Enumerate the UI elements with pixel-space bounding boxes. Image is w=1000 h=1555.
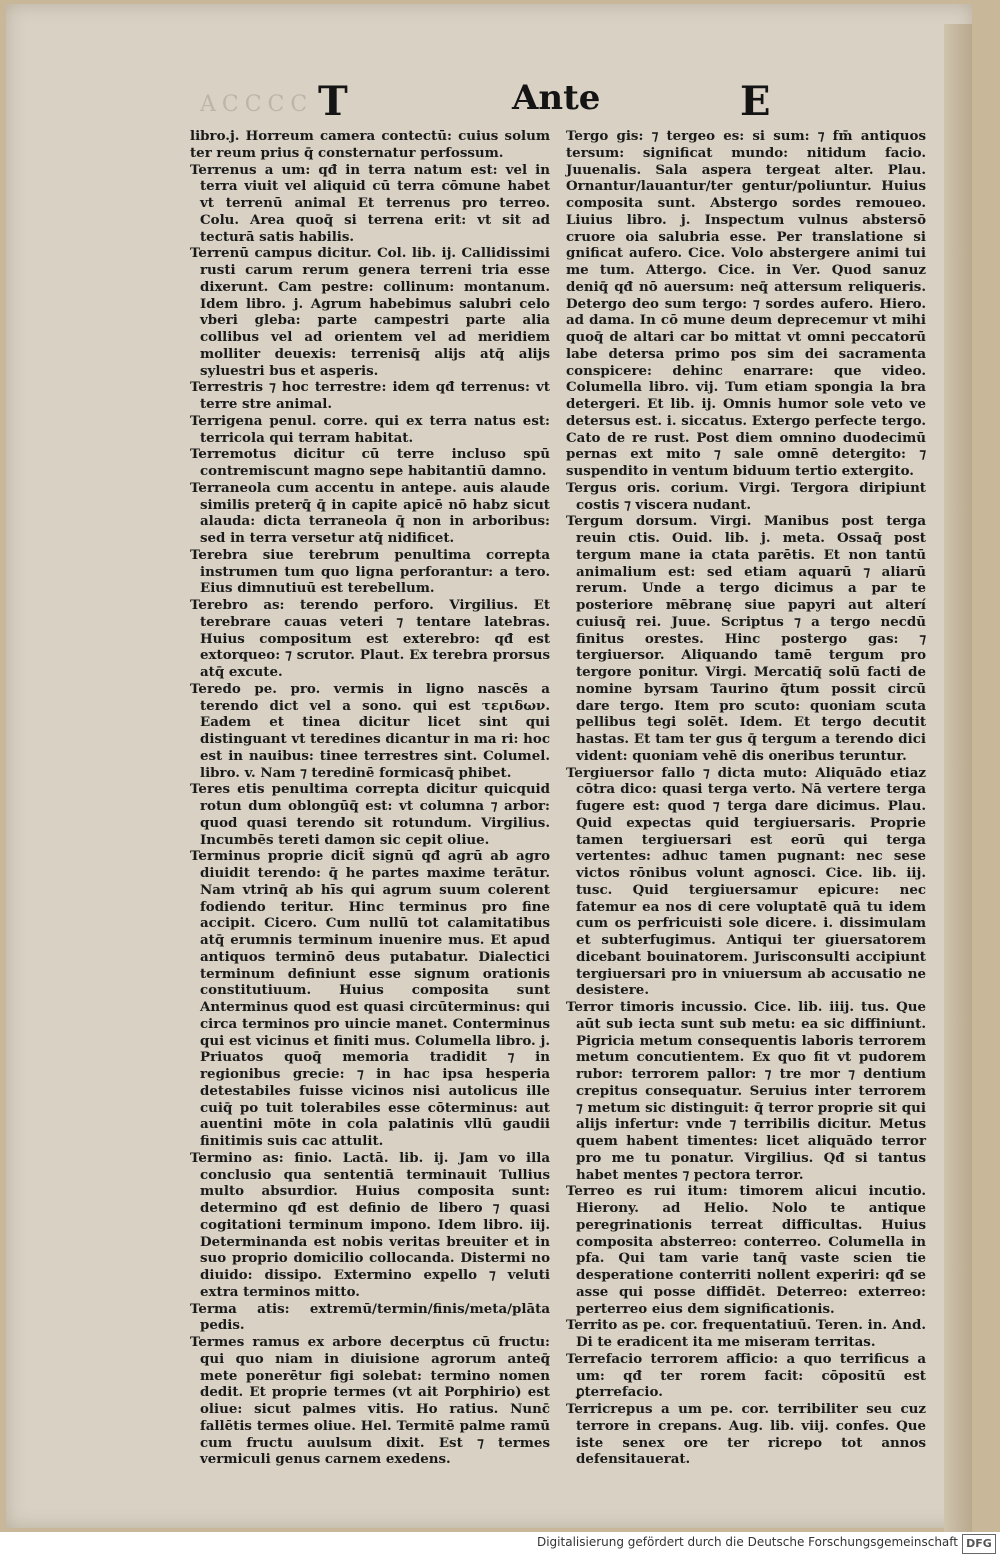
entry-paragraph: Terreo es rui itum: timorem alicui incutio. Hierony. ad Helio. Nolo te antique peregrinationis terreat difficultas. Huius composita absterreo: conterreo. Columella in pfa. Qui tam varie tanq̄ vaste scien tie desperatione conterriti nollent experiri: qđ se asse qui posse diffidēt. Deterreo: exterreo: perterreo eius dem significationis.: [566, 1183, 926, 1317]
entry-paragraph: Termino as: finio. Lactā. lib. ij. Jam vo illa conclusio qua sententiā terminauit Tullius multo absurdior. Huius composita sunt: determino qđ est definio de libero ⁊ quasi cogitationi terminum impono. Idem libro. iij. Determinanda est nobis veritas breuiter et in suo proprio domicilio collocanda. Distermi no diuido: dissipo. Extermino expello ⁊ veluti extra terminos mitto.: [190, 1149, 550, 1300]
entry-paragraph: Territo as pe. cor. frequentatiuū. Teren. in. And. Di te eradicent ita me miseram territas.: [566, 1317, 926, 1350]
entry-paragraph: Terebro as: terendo perforo. Virgilius. Et terebrare cauas veteri ⁊ tentare latebras. Huius compositum est exterebro: qđ est extorqueo: ⁊ scrutor. Plaut. Ex terebra prorsus atq̄ excute.: [190, 597, 550, 680]
entry-paragraph: Terror timoris incussio. Cice. lib. iiij. tus. Que aūt sub iecta sunt sub metu: ea sic diffiniunt. Pigricia metum consequentis laboris terrorem metum concutientem. Ex quo fit vt pudorem rubor: terrorem pallor: ⁊ tre mor ⁊ dentium crepitus consequatur. Seruius inter terrorem ⁊ metum sic distinguit: q̄ terror proprie sit qui alijs infertur: vnde ⁊ terribilis dicitur. Metus quem habent timentes: licet aliquādo terror pro me tu ponatur. Virgilius. Qđ si tantus habet mentes ⁊ pectora terror.: [566, 999, 926, 1183]
dfg-logo: DFG: [962, 1534, 996, 1554]
entry-paragraph: Teres etis penultima correpta dicitur quicquid rotun dum oblongūq̄ est: vt columna ⁊ arbor: quod quasi terendo sit rotundum. Virgilius. Incumbēs tereti damon sic cepit oliue.: [190, 781, 550, 848]
entry-paragraph: Terrefacio terrorem afficio: a quo terrificus a um: qđ ter rorem facit: cōpositū est ꝑterrefacio.: [566, 1350, 926, 1401]
entry-paragraph: Terraneola cum accentu in antepe. auis alaude similis preterq̄ q̄ in capite apicē nō habz sicut alauda: dicta terraneola q̄ non in arboribus: sed in terra versetur atq̄ nidificet.: [190, 479, 550, 546]
right-column: [566, 128, 926, 1468]
entry-paragraph: Terrigena penul. corre. qui ex terra natus est: terricola qui terram habitat.: [190, 412, 550, 446]
footer-bar: [0, 1532, 1000, 1555]
entry-paragraph: Terrestris ⁊ hoc terrestre: idem qđ terrenus: vt terre stre animal.: [190, 379, 550, 412]
left-column: [190, 128, 550, 1468]
entry-paragraph: Tergiuersor fallo ⁊ dicta muto: Aliquādo etiaz cōtra dico: quasi terga verto. Nā vertere terga fugere est: quod ⁊ terga dare dicimus. Plau. Quid expectas quid tergiuersaris. Proprie tamen tergiuersari est eorū qui terga vertentes: adhuc tamen pugnant: nec sese victos rōnibus volunt agnosci. Cice. lib. iij. tusc. Quid tergiuersamur epicure: nec fatemur ea nos di cere voluptatē quā tu idem cum os perfricuisti sole dicere. i. dissimulam et subterfugimus. Antiqui ter giuersatorem dicebant bouinatorem. Jurisconsulti accipiunt tergiuersari pro in vniuersum ab accusatio ne desistere.: [566, 764, 926, 999]
header-center-word: Ante: [512, 78, 601, 118]
entry-paragraph: Tergo gis: ⁊ tergeo es: si sum: ⁊ fm̄ antiquos tersum: significat mundo: nitidum facio. Juuenalis. Sala aspera tergeat alter. Plau. Ornantur/lauantur/ter gentur/poliuntur. Huius composita sunt. Abstergo sordes remoueo. Liuius libro. j. Inspectum vulnus abstersō cruore oia salubria esse. Per translatione si gnificat aufero. Cice. Volo abstergere animi tui me tum. Attergo. Cice. in Ver. Quod sanuz deniq̄ qđ nō auersum: neq̄ attersum reliqueris. Detergo deo sum tergo: ⁊ sordes aufero. Hiero. ad dama. In cō mune deum deprecemur vt mihi quoq̄ de altari car bo mittat vt omni peccatorū labe detersa primo pos sim dei sacramenta conspicere: dehinc enarrare: que video. Columella libro. vij. Tum etiam spongia la bra detergeri. Et lib. ij. Omnis humor sole veto ve detersus est. i. siccatus. Extergo perfecte tergo. Cato de re rust. Post diem omnino duodecimū pernas ext mito ⁊ sale omnē detergito: ⁊ suspendito in ventum biduum tertio extergito.: [566, 128, 926, 479]
entry-paragraph: Termes ramus ex arbore decerptus cū fructu: qui quo niam in diuisione agrorum anteq̄ mete ponerētur figi solebat: termino nomen dedit. Et proprie termes (vt ait Porphirio) est oliue: sicut palmes vitis. Ho ratius. Nunc̄ fallētis termes oliue. Hel. Termitē palme ramū cum fructu auulsum dixit. Est ⁊ termes vermiculi genus carnem exedens.: [190, 1334, 550, 1468]
entry-paragraph: Teredo pe. pro. vermis in ligno nascēs a terendo dict vel a sono. qui est τεριδων. Eadem et tinea dicitur licet sint qui distinguant vt teredines dicantur in ma ri: hoc est in nauibus: tinee terrestres sint. Columel. libro. v. Nam ⁊ teredinē formicasq̄ phibet.: [190, 680, 550, 781]
funding-credit: Digitalisierung gefördert durch die Deutsche Forschungsgemeinschaft: [536, 1535, 958, 1549]
entry-paragraph: Terminus proprie dicit̄ signū qđ agrū ab agro diuidit terendo: q̄ he partes maxime terātur. Nam vtrinq̄ ab hīs qui agrum suum colerent fodiendo teritur. Hinc terminus pro fine accipit. Cicero. Cum nullū tot calamitatibus atq̄ erumnis terminum inuenire mus. Et apud antiquos terminō deus putabatur. Dialectici terminum definiunt esse signum orationis constitutiuum. Huius composita sunt Anterminus quod est quasi circūterminus: qui circa terminos pro uincie manet. Conterminus qui est vicinus et finiti mus. Columella libro. j. Priuatos quoq̄ memoria tradidit ⁊ in regionibus grecie: ⁊ in hac ipsa hesperia detestabiles fuisse vicinos nisi autolicus ille cuiq̄ po tuit tolerabiles esse cōterminus: aut auentini mōte in cola palatinis vllū gaudii finitimis suis cac attulit.: [190, 848, 550, 1149]
entry-paragraph: Terremotus dicitur cū terre incluso spū contremiscunt magno sepe habitantiū damno.: [190, 446, 550, 479]
page-edge: [944, 24, 972, 1532]
header-right-initial: E: [740, 78, 771, 125]
entry-paragraph: Terma atis: extremū/termin/finis/meta/plāta pedis.: [190, 1300, 550, 1334]
entry-paragraph: Tergus oris. corium. Virgi. Tergora diripiunt costis ⁊ viscera nudant.: [566, 479, 926, 513]
entry-paragraph: libro.j. Horreum camera contectū: cuius solum ter reum prius q̄ consternatur perfossum.: [190, 128, 550, 161]
entry-paragraph: Terrenus a um: qđ in terra natum est: vel in terra viuit vel aliquid cū terra cōmune habet vt terrenū animal Et terrenus pro terreo. Colu. Area quoq̄ si terrena erit: vt sit ad tecturā satis habilis.: [190, 161, 550, 245]
bleed-through-text: ACCCC: [200, 92, 314, 117]
entry-paragraph: Terrenū campus dicitur. Col. lib. ij. Callidissimi rusti carum rerum genera terreni tria esse dixerunt. Cam pestre: collinum: montanum. Idem libro. j. Agrum habebimus salubri celo vberi gleba: parte campestri parte alia collibus vel ad orientem vel ad meridiem molliter deuexis: terrenisq̄ alijs atq̄ alijs syluestri bus et asperis.: [190, 245, 550, 379]
entry-paragraph: Tergum dorsum. Virgi. Manibus post terga reuin ctis. Ouid. lib. j. meta. Ossaq̄ post tergum mane ia ctata parētis. Et non tantū animalium est: sed etiam aquarū ⁊ aliarū rerum. Unde a tergo dicimus a par te posteriore mēbranę siue papyri aut alterí cuiusq̄ rei. Juue. Scriptus ⁊ a tergo necdū finitus orestes. Hinc postergo gas: ⁊ tergiuersor. Aliquando tamē tergum pro tergore ponitur. Virgi. Mercatiq̄ solū facti de nomine byrsam Taurino q̄tum possit circū dare tergo. Item pro scuto: quoniam scuta pellibus tegi solēt. Idem. Et tergo decutit hastas. Et tam ter gus q̄ tergum a terendo dici vident: quoniam vehē dis oneribus teruntur.: [566, 513, 926, 764]
header-left-initial: T: [318, 78, 348, 125]
entry-paragraph: Terricrepus a um pe. cor. terribiliter seu cuz terrore in crepans. Aug. lib. viij. confes. Que iste senex ore ter ricrepo tot annos defensitauerat.: [566, 1401, 926, 1468]
entry-paragraph: Terebra siue terebrum penultima correpta instrumen tum quo ligna perforantur: a tero. Eius dimnutiuū est terebellum.: [190, 546, 550, 597]
